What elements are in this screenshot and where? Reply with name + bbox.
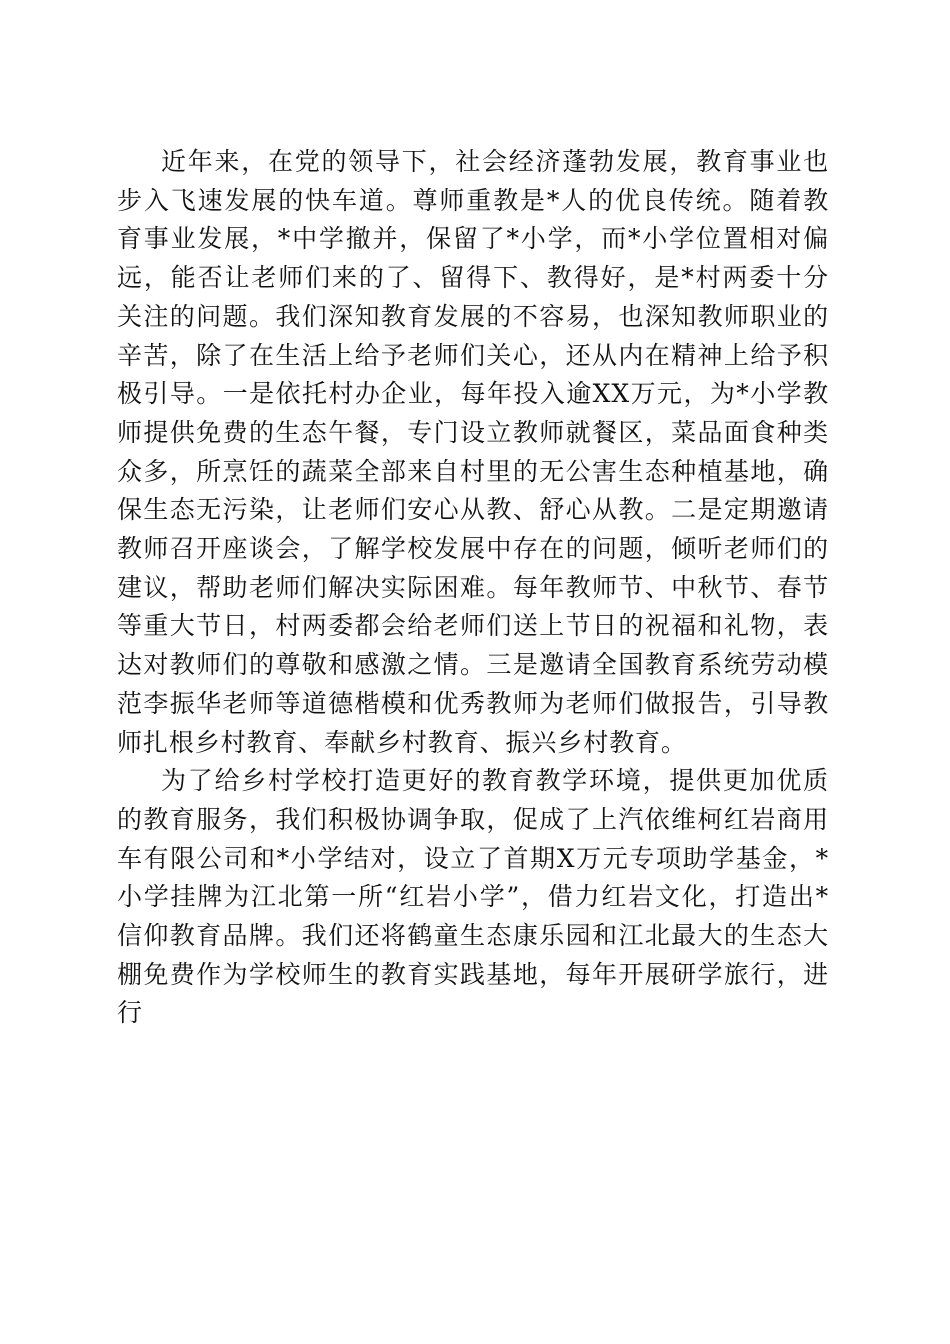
paragraph-teacher-support: 近年来，在党的领导下，社会经济蓬勃发展，教育事业也步入飞速发展的快车道。尊师重教是*人的优良传统。随着教育事业发展，*中学撤并，保留了*小学，而*小学位置相对偏远，能否让老师们来的了、留得下、教得好，是*村两委十分关注的问题。我们深知教育发展的不容易，也深知教师职业的辛苦，除了在生活上给予老师们关心，还从内在精神上给予积极引导。一是依托村办企业，每年投入逾XX万元，为*小学教师提供免费的生态午餐，专门设立教师就餐区，菜品面食种类众多，所烹饪的蔬菜全部来自村里的无公害生态种植基地，确保生态无污染，让老师们安心从教、舒心从教。二是定期邀请教师召开座谈会，了解学校发展中存在的问题，倾听老师们的建议，帮助老师们解决实际困难。每年教师节、中秋节、春节等重大节日，村两委都会给老师们送上节日的祝福和礼物，表达对教师们的尊敬和感激之情。三是邀请全国教育系统劳动模范李振华老师等道德楷模和优秀教师为老师们做报告，引导教师扎根乡村教育、奉献乡村教育、振兴乡村教育。 (117, 147, 829, 757)
document-body (117, 143, 829, 1033)
paragraph-school-environment: 为了给乡村学校打造更好的教育教学环境，提供更加优质的教育服务，我们积极协调争取，促成了上汽依维柯红岩商用车有限公司和*小学结对，设立了首期X万元专项助学基金，*小学挂牌为江北第一所“红岩小学”，借力红岩文化，打造出*信仰教育品牌。我们还将鹤童生态康乐园和江北最大的生态大棚免费作为学校师生的教育实践基地，每年开展研学旅行，进行 (117, 766, 829, 1028)
